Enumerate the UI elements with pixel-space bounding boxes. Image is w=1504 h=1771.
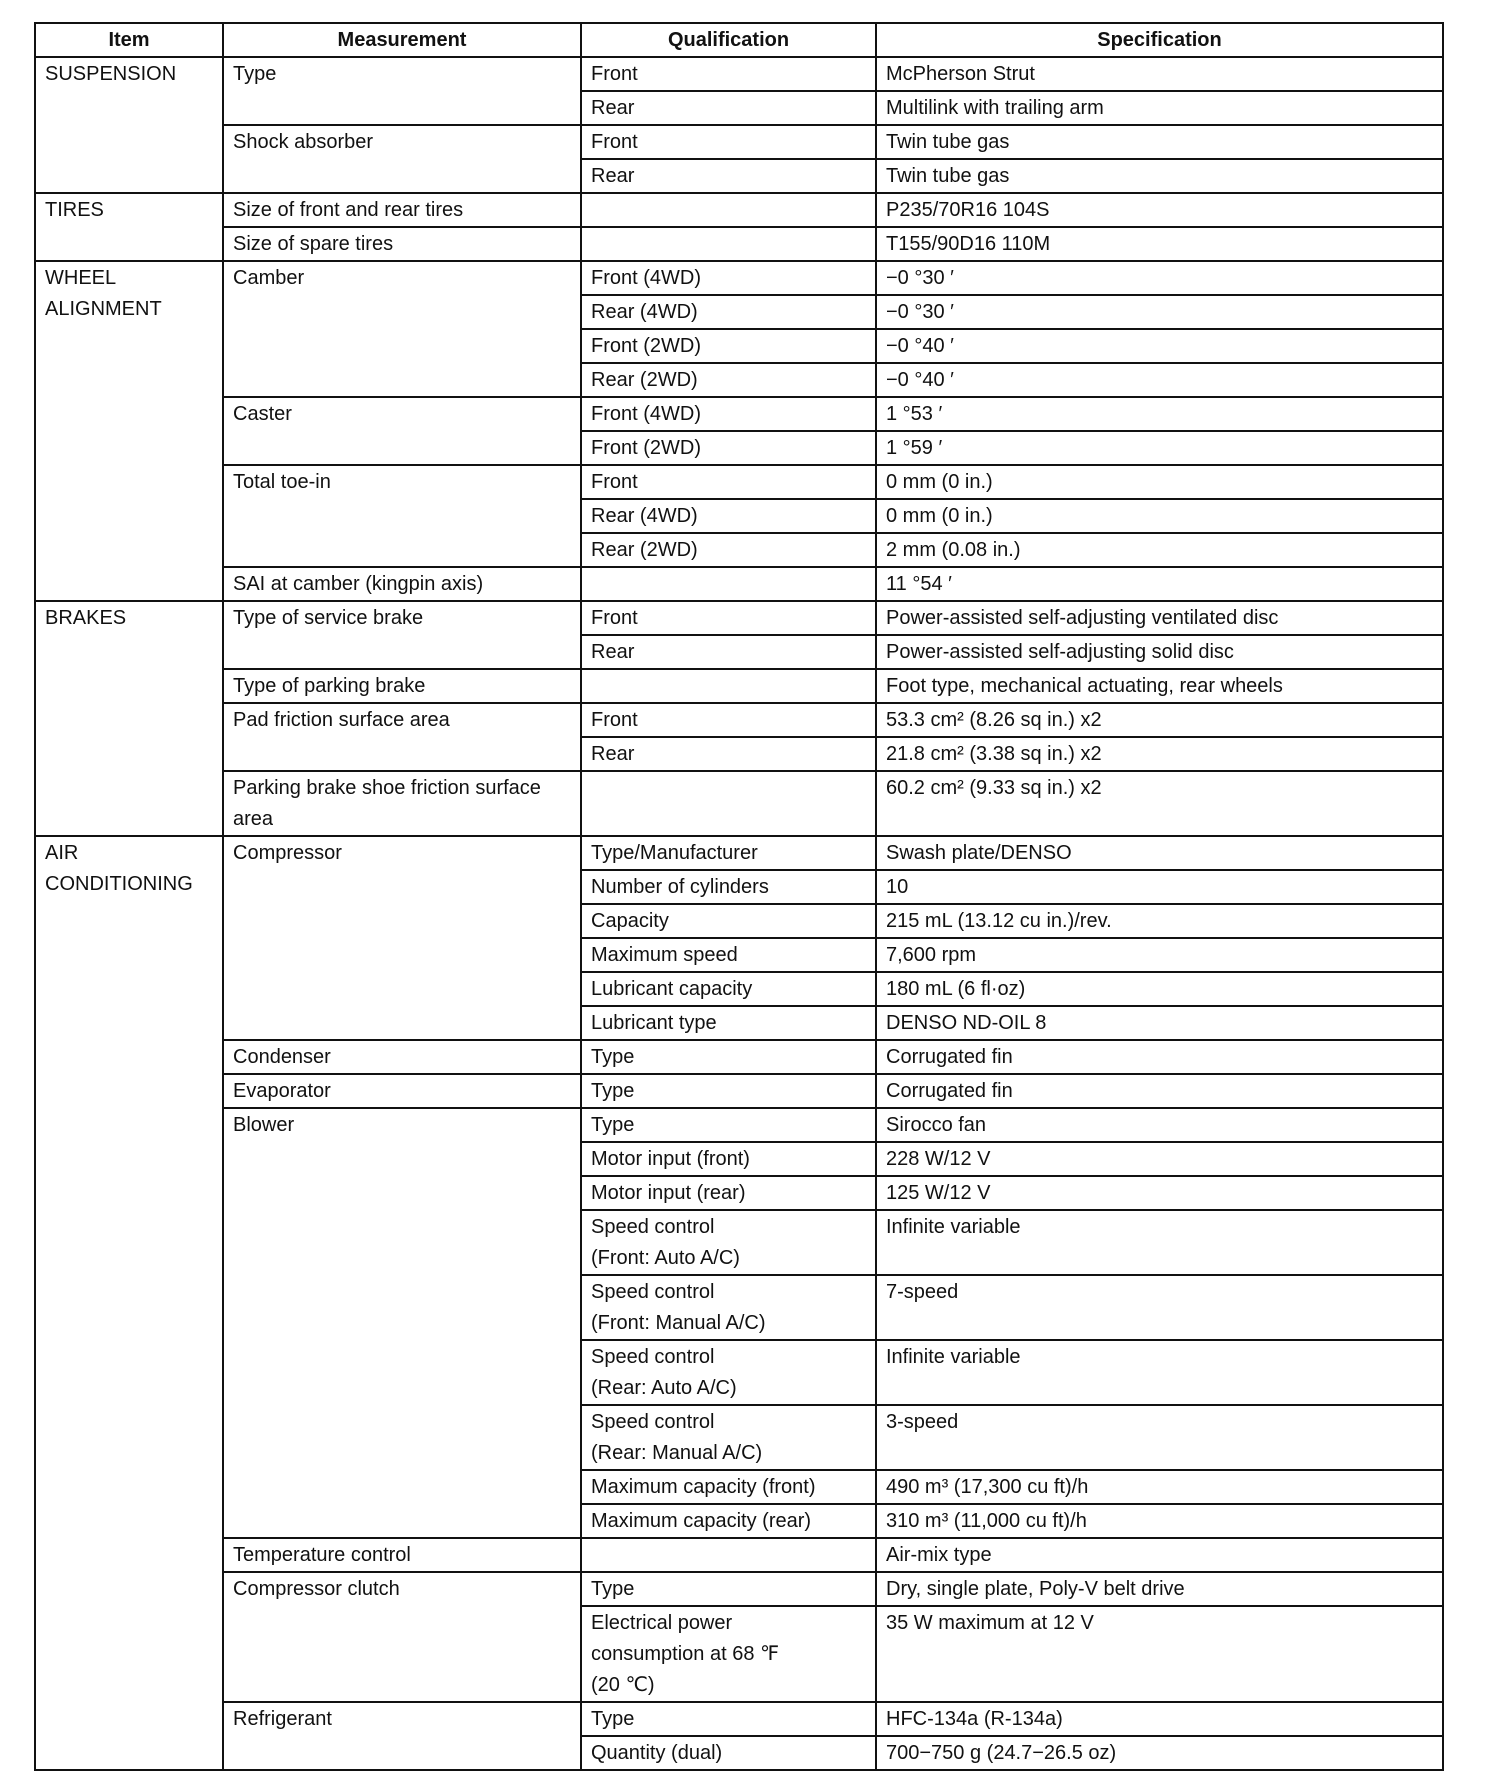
qualification-cell: Speed control (Rear: Manual A/C)	[581, 1405, 876, 1470]
table-row	[35, 1040, 1443, 1074]
specification-cell: Twin tube gas	[876, 125, 1443, 159]
qualification-cell: Type	[581, 1572, 876, 1606]
specification-cell: Sirocco fan	[876, 1108, 1443, 1142]
qualification-cell	[581, 567, 876, 601]
specification-cell: 2 mm (0.08 in.)	[876, 533, 1443, 567]
specification-cell: 1 °53 ′	[876, 397, 1443, 431]
specification-cell: 60.2 cm² (9.33 sq in.) x2	[876, 771, 1443, 836]
header-item: Item	[35, 23, 223, 57]
measurement-cell: Compressor clutch	[223, 1572, 581, 1702]
item-cell: TIRES	[35, 193, 223, 261]
item-cell: AIR CONDITIONING	[35, 836, 223, 1770]
specification-cell: 1 °59 ′	[876, 431, 1443, 465]
table-row	[35, 465, 1443, 499]
specification-cell: Corrugated fin	[876, 1040, 1443, 1074]
specification-cell: 700−750 g (24.7−26.5 oz)	[876, 1736, 1443, 1770]
qualification-cell	[581, 771, 876, 836]
measurement-cell: Pad friction surface area	[223, 703, 581, 771]
specification-cell: 0 mm (0 in.)	[876, 465, 1443, 499]
specification-cell: 7,600 rpm	[876, 938, 1443, 972]
qualification-cell: Rear	[581, 635, 876, 669]
qualification-cell: Front	[581, 465, 876, 499]
table-row	[35, 227, 1443, 261]
qualification-cell: Type	[581, 1040, 876, 1074]
specification-cell: 180 mL (6 fl·oz)	[876, 972, 1443, 1006]
item-cell: WHEEL ALIGNMENT	[35, 261, 223, 601]
item-cell: BRAKES	[35, 601, 223, 836]
qualification-cell: Rear	[581, 737, 876, 771]
specification-cell: Twin tube gas	[876, 159, 1443, 193]
specification-cell: McPherson Strut	[876, 57, 1443, 91]
qualification-cell: Lubricant type	[581, 1006, 876, 1040]
table-row	[35, 1074, 1443, 1108]
qualification-cell	[581, 193, 876, 227]
spec-table	[34, 22, 1444, 1771]
table-row	[35, 836, 1443, 870]
table-row	[35, 1108, 1443, 1142]
table-row	[35, 669, 1443, 703]
qualification-cell: Front (2WD)	[581, 431, 876, 465]
qualification-cell: Electrical power consumption at 68 ℉ (20 ℃)	[581, 1606, 876, 1702]
qualification-cell: Rear (4WD)	[581, 295, 876, 329]
qualification-cell: Maximum speed	[581, 938, 876, 972]
measurement-cell: SAI at camber (kingpin axis)	[223, 567, 581, 601]
table-row	[35, 193, 1443, 227]
measurement-cell: Compressor	[223, 836, 581, 1040]
qualification-cell: Number of cylinders	[581, 870, 876, 904]
qualification-cell: Speed control (Front: Manual A/C)	[581, 1275, 876, 1340]
specification-cell: 11 °54 ′	[876, 567, 1443, 601]
table-row	[35, 1572, 1443, 1606]
header-row	[35, 23, 1443, 57]
qualification-cell: Rear (2WD)	[581, 363, 876, 397]
qualification-cell: Type	[581, 1702, 876, 1736]
table-body	[35, 57, 1443, 1770]
qualification-cell: Front	[581, 125, 876, 159]
measurement-cell: Condenser	[223, 1040, 581, 1074]
table-row	[35, 771, 1443, 836]
measurement-cell: Evaporator	[223, 1074, 581, 1108]
qualification-cell: Rear (2WD)	[581, 533, 876, 567]
table-row	[35, 1538, 1443, 1572]
specification-cell: −0 °40 ′	[876, 329, 1443, 363]
table-row	[35, 397, 1443, 431]
specification-cell: 21.8 cm² (3.38 sq in.) x2	[876, 737, 1443, 771]
qualification-cell: Motor input (rear)	[581, 1176, 876, 1210]
table-row	[35, 567, 1443, 601]
specification-cell: 7-speed	[876, 1275, 1443, 1340]
specification-cell: Swash plate/DENSO	[876, 836, 1443, 870]
qualification-cell: Maximum capacity (front)	[581, 1470, 876, 1504]
qualification-cell: Rear	[581, 91, 876, 125]
qualification-cell: Motor input (front)	[581, 1142, 876, 1176]
qualification-cell	[581, 669, 876, 703]
specification-cell: HFC-134a (R-134a)	[876, 1702, 1443, 1736]
qualification-cell: Speed control (Front: Auto A/C)	[581, 1210, 876, 1275]
qualification-cell: Type	[581, 1074, 876, 1108]
qualification-cell: Rear	[581, 159, 876, 193]
measurement-cell: Total toe-in	[223, 465, 581, 567]
qualification-cell	[581, 1538, 876, 1572]
measurement-cell: Parking brake shoe friction surface area	[223, 771, 581, 836]
specification-cell: 215 mL (13.12 cu in.)/rev.	[876, 904, 1443, 938]
specification-cell: Corrugated fin	[876, 1074, 1443, 1108]
measurement-cell: Size of spare tires	[223, 227, 581, 261]
specification-cell: T155/90D16 110M	[876, 227, 1443, 261]
specification-cell: 3-speed	[876, 1405, 1443, 1470]
qualification-cell: Rear (4WD)	[581, 499, 876, 533]
item-cell: SUSPENSION	[35, 57, 223, 193]
qualification-cell: Type	[581, 1108, 876, 1142]
table-header	[35, 23, 1443, 57]
specification-cell: 310 m³ (11,000 cu ft)/h	[876, 1504, 1443, 1538]
qualification-cell: Maximum capacity (rear)	[581, 1504, 876, 1538]
specification-cell: Foot type, mechanical actuating, rear wheels	[876, 669, 1443, 703]
specification-cell: DENSO ND-OIL 8	[876, 1006, 1443, 1040]
specification-cell: −0 °40 ′	[876, 363, 1443, 397]
measurement-cell: Refrigerant	[223, 1702, 581, 1770]
specification-cell: Air-mix type	[876, 1538, 1443, 1572]
specification-cell: P235/70R16 104S	[876, 193, 1443, 227]
specification-cell: Multilink with trailing arm	[876, 91, 1443, 125]
header-measurement: Measurement	[223, 23, 581, 57]
specification-cell: Infinite variable	[876, 1340, 1443, 1405]
specification-cell: 228 W/12 V	[876, 1142, 1443, 1176]
qualification-cell	[581, 227, 876, 261]
measurement-cell: Caster	[223, 397, 581, 465]
table-row	[35, 125, 1443, 159]
measurement-cell: Type of service brake	[223, 601, 581, 669]
specification-cell: −0 °30 ′	[876, 261, 1443, 295]
qualification-cell: Lubricant capacity	[581, 972, 876, 1006]
qualification-cell: Speed control (Rear: Auto A/C)	[581, 1340, 876, 1405]
measurement-cell: Blower	[223, 1108, 581, 1538]
specification-cell: 10	[876, 870, 1443, 904]
qualification-cell: Front	[581, 57, 876, 91]
qualification-cell: Front	[581, 601, 876, 635]
qualification-cell: Front (4WD)	[581, 397, 876, 431]
specification-cell: Dry, single plate, Poly-V belt drive	[876, 1572, 1443, 1606]
qualification-cell: Type/Manufacturer	[581, 836, 876, 870]
measurement-cell: Camber	[223, 261, 581, 397]
measurement-cell: Type of parking brake	[223, 669, 581, 703]
specification-cell: −0 °30 ′	[876, 295, 1443, 329]
table-row	[35, 261, 1443, 295]
table-row	[35, 703, 1443, 737]
qualification-cell: Front	[581, 703, 876, 737]
specification-cell: Power-assisted self-adjusting ventilated disc	[876, 601, 1443, 635]
specification-cell: Power-assisted self-adjusting solid disc	[876, 635, 1443, 669]
qualification-cell: Front (4WD)	[581, 261, 876, 295]
measurement-cell: Type	[223, 57, 581, 125]
table-row	[35, 1702, 1443, 1736]
measurement-cell: Size of front and rear tires	[223, 193, 581, 227]
table-row	[35, 601, 1443, 635]
specification-cell: 0 mm (0 in.)	[876, 499, 1443, 533]
specification-cell: 53.3 cm² (8.26 sq in.) x2	[876, 703, 1443, 737]
qualification-cell: Front (2WD)	[581, 329, 876, 363]
header-qualification: Qualification	[581, 23, 876, 57]
specification-cell: Infinite variable	[876, 1210, 1443, 1275]
specification-cell: 490 m³ (17,300 cu ft)/h	[876, 1470, 1443, 1504]
qualification-cell: Quantity (dual)	[581, 1736, 876, 1770]
header-specification: Specification	[876, 23, 1443, 57]
specification-cell: 125 W/12 V	[876, 1176, 1443, 1210]
qualification-cell: Capacity	[581, 904, 876, 938]
table-row	[35, 57, 1443, 91]
measurement-cell: Temperature control	[223, 1538, 581, 1572]
measurement-cell: Shock absorber	[223, 125, 581, 193]
specification-cell: 35 W maximum at 12 V	[876, 1606, 1443, 1702]
